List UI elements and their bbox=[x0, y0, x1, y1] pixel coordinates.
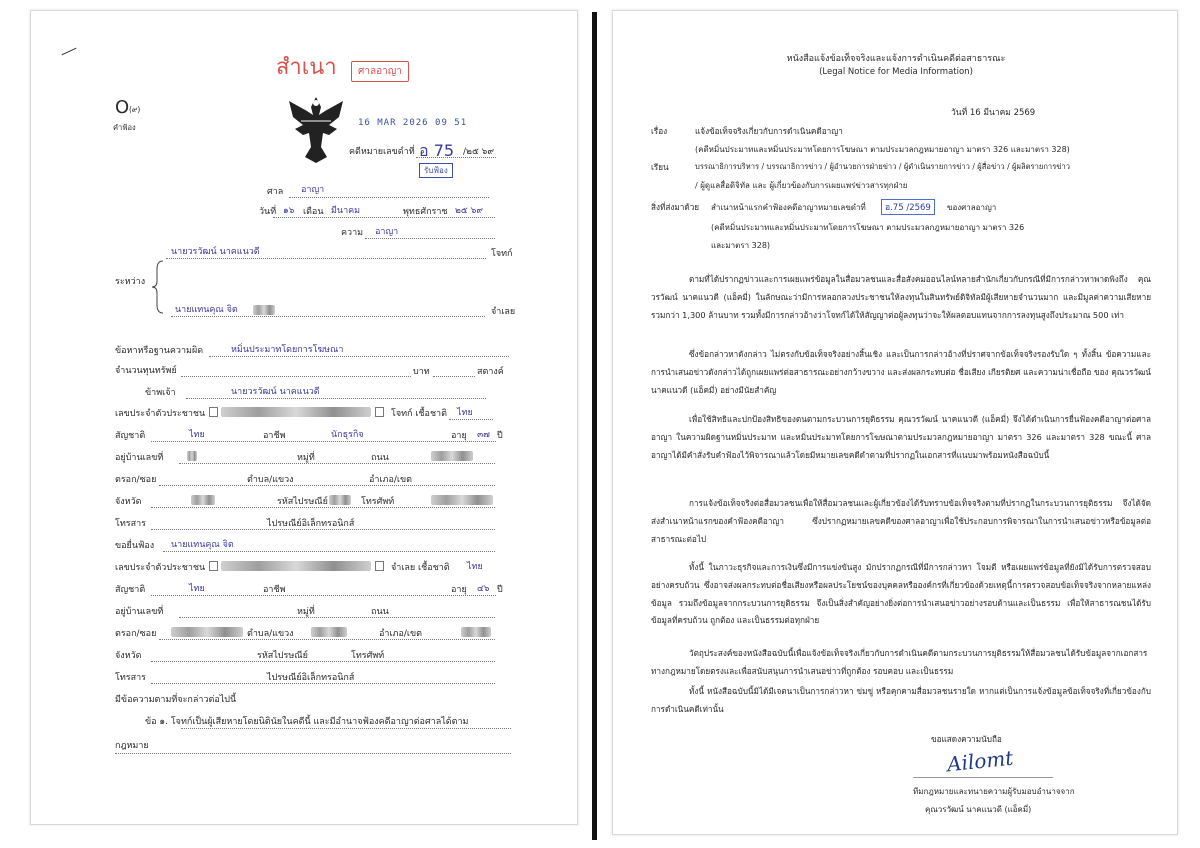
defendant-race-label: จำเลย เชื้อชาติ bbox=[391, 563, 450, 573]
garuda-emblem-icon bbox=[281, 91, 351, 169]
postal-label: รหัสไปรษณีย์ bbox=[277, 497, 328, 507]
moo-label: หมู่ที่ bbox=[297, 453, 315, 463]
year-value: ๒๕ ๖๙ bbox=[455, 206, 483, 216]
notice-title: หนังสือแจ้งข้อเท็จจริงและแจ้งการดำเนินคดีต่อสาธารณะ bbox=[786, 54, 1006, 64]
defendant-subdistrict-label: ตำบล/แขวง bbox=[247, 629, 294, 639]
phone-label: โทรศัพท์ bbox=[361, 497, 395, 507]
form-number: O bbox=[115, 97, 130, 118]
defendant-id-label: เลขประจำตัวประชาชน bbox=[115, 563, 206, 573]
to-line-2: / ผู้ดูแลสื่อดิจิทัล และ ผู้เกี่ยวข้องกับการเผยแพร่ข่าวสารทุกฝ่าย bbox=[695, 181, 908, 190]
form-label: คำฟ้อง bbox=[113, 123, 136, 132]
defendant-address-label: อยู่บ้านเลขที่ bbox=[115, 607, 164, 617]
signer-line-1: ทีมกฎหมายและทนายความผู้รับมอบอำนาจจาก bbox=[913, 787, 1075, 796]
court-complaint-page bbox=[30, 10, 578, 825]
month-value: มีนาคม bbox=[331, 206, 361, 216]
occupation-value: นักธุรกิจ bbox=[331, 430, 364, 440]
satang-label: สตางค์ bbox=[477, 367, 504, 377]
paragraph-1: ตามที่ได้ปรากฏข่าวและการเผยแพร่ข้อมูลในสื่อมวลชนและสื่อสังคมออนไลน์หลายสำนักเกี่ยวกับกรณีที่มีการกล่าวหาพาดพิงถึง คุณวรวัฒน์ นาคแนวดี (แอ็คมี่) ในลักษณะว่ามีการหลอกลวงประชาชนให้ลงทุนในสินทรัพย์ดิจิทัลมีผู้เสียหายจำนวนมาก และมีมูลค่าความเสียหายรวมกว่า 1,300 ล้านบาท รวมทั้งมีการกล่าวอ้างว่าโจทก์ได้ให้สัญญาต่อผู้ลงทุนว่าจะให้ผลตอบแทนจากการลงทุนสูงถึงประมาณ 500 เท่า bbox=[651, 274, 1151, 320]
paragraph-7: ทั้งนี้ หนังสือฉบับนี้มิได้มีเจตนาเป็นการกล่าวหา ข่มขู่ หรือคุกคามสื่อมวลชนรายใด หากแต่เป็นการแจ้งข้อมูลข้อเท็จจริงที่เกี่ยวข้องกับการดำเนินคดีเท่านั้น bbox=[651, 686, 1151, 714]
case-type-value: อาญา bbox=[375, 227, 399, 237]
i-label: ข้าพเจ้า bbox=[145, 388, 176, 398]
between-label: ระหว่าง bbox=[115, 277, 146, 287]
occupation-label: อาชีพ bbox=[263, 431, 286, 441]
defendant-name: นายแทนคุณ จิต bbox=[175, 305, 238, 315]
attachment-line-2: (คดีหมิ่นประมาทและหมิ่นประมาทโดยการโฆษณา ตามประมวลกฎหมายอาญา มาตรา 326 bbox=[711, 223, 1025, 232]
signature: Ailomt bbox=[945, 745, 1015, 777]
attachment-label: สิ่งที่ส่งมาด้วย bbox=[651, 202, 700, 212]
case-number-value: อ 75 bbox=[419, 141, 455, 160]
subject-line-2: (คดีหมิ่นประมาทและหมิ่นประมาทโดยการโฆษณา ตามประมวลกฎหมายอาญา มาตรา 326 และมาตรา 328) bbox=[695, 145, 1070, 154]
date-label: วันที่ bbox=[259, 207, 277, 217]
address-label: อยู่บ้านเลขที่ bbox=[115, 453, 164, 463]
date-day: ๑๖ bbox=[283, 206, 295, 216]
paragraph-3: เพื่อใช้สิทธิและปกป้องสิทธิของตนตามกระบวนการยุติธรรม คุณวรวัฒน์ นาคแนวดี (แอ็คมี่) จึงได้ดำเนินการยื่นฟ้องคดีอาญาต่อศาลอาญา ในความผิดฐานหมิ่นประมาท และหมิ่นประมาทโดยการโฆษณาตามประมวลกฎหมายอาญา มาตรา 326 และมาตรา 328 ขณะนี้ ศาลอาญาได้มีคำสั่งรับคำฟ้องไว้พิจารณาแล้วโดยมีหมายเลขคดีดำตามที่ปรากฏในเอกสารที่แนบมาพร้อมหนังสือฉบับนี้ bbox=[651, 414, 1151, 460]
plaintiff-race-label: โจทก์ เชื้อชาติ bbox=[391, 409, 447, 419]
claim-label: จำนวนทุนทรัพย์ bbox=[115, 366, 177, 376]
to-label: เรียน bbox=[651, 162, 669, 172]
legal-notice-page bbox=[612, 10, 1178, 835]
year-label: พุทธศักราช bbox=[403, 207, 448, 217]
copy-stamp: สำเนา bbox=[276, 55, 337, 80]
page-divider bbox=[592, 12, 597, 840]
court-stamp: ศาลอาญา bbox=[351, 61, 409, 82]
defendant-age-label: อายุ bbox=[451, 585, 467, 595]
defendant-nationality-value: ไทย bbox=[189, 584, 205, 594]
paragraph-5: ทั้งนี้ ในภาวะธุรกิจและการเงินซึ่งมีการแข่งขันสูง มักปรากฏกรณีที่มีการกล่าวหา โจมตี หรือเผยแพร่ข้อมูลที่ยังมิได้รับการตรวจสอบอย่างครบถ้วน ซึ่งอาจส่งผลกระทบต่อชื่อเสียงหรือผลประโยชน์ของบุคคลหรือองค์กรที่เกี่ยวข้องด้วยเหตุนี้การตรวจสอบข้อเท็จจริงจากหลายแหล่งข้อมูล รวมถึงข้อมูลจากกระบวนการยุติธรรม จึงเป็นสิ่งสำคัญอย่างยิ่งต่อการนำเสนอข่าวอย่างรอบด้านและเป็นธรรม เพื่อให้สาธารณชนได้รับข้อมูลที่ครบถ้วน ถูกต้อง และเป็นธรรมต่อทุกฝ่าย bbox=[651, 562, 1151, 626]
district-label: อำเภอ/เขต bbox=[369, 475, 412, 485]
clause-1-cont: กฎหมาย bbox=[115, 741, 149, 751]
defendant-race-value: ไทย bbox=[467, 562, 483, 572]
received-datetime-stamp: 16 MAR 2026 09 51 bbox=[358, 118, 468, 128]
email-label: ไปรษณีย์อิเล็กทรอนิกส์ bbox=[267, 519, 355, 529]
charge-label: ข้อหาหรือฐานความผิด bbox=[115, 346, 204, 356]
form-code: (๙) bbox=[129, 105, 141, 114]
defendant-age: ๔๖ bbox=[477, 584, 490, 594]
alley-label: ตรอก/ซอย bbox=[115, 475, 157, 485]
defendant-road-label: ถนน bbox=[371, 607, 389, 617]
defendant-district-label: อำเภอ/เขต bbox=[379, 629, 422, 639]
defendant-role: จำเลย bbox=[491, 307, 516, 317]
defendant-nationality-label: สัญชาติ bbox=[115, 585, 146, 595]
attachment-line-3: และมาตรา 328) bbox=[711, 241, 771, 250]
i-value: นายวรวัฒน์ นาคแนวดี bbox=[231, 387, 320, 397]
to-line-1: บรรณาธิการบริหาร / บรรณาธิการข่าว / ผู้อำนวยการฝ่ายข่าว / ผู้ดำเนินรายการข่าว / ผู้สื่อข่าว / ผู้ผลิตรายการข่าว bbox=[695, 162, 1070, 171]
sue-label: ขอยื่นฟ้อง bbox=[115, 541, 155, 551]
defendant-email-label: ไปรษณีย์อิเล็กทรอนิกส์ bbox=[267, 673, 355, 683]
brace-icon bbox=[151, 259, 165, 315]
subdistrict-label: ตำบล/แขวง bbox=[247, 475, 294, 485]
subject-line-1: แจ้งข้อเท็จจริงเกี่ยวกับการดำเนินคดีอาญา bbox=[695, 126, 843, 136]
attachment-court: ของศาลอาญา bbox=[947, 203, 997, 212]
road-label: ถนน bbox=[371, 453, 389, 463]
statement-label: มีข้อความตามที่จะกล่าวต่อไปนี้ bbox=[115, 695, 237, 705]
nationality-value: ไทย bbox=[189, 430, 205, 440]
case-year: /๒๕ ๖๙ bbox=[463, 147, 494, 157]
defendant-moo-label: หมู่ที่ bbox=[297, 607, 315, 617]
plaintiff-age: ๓๗ bbox=[477, 430, 490, 440]
notice-date: วันที่ 16 มีนาคม 2569 bbox=[951, 108, 1036, 118]
defendant-postal-label: รหัสไปรษณีย์ bbox=[257, 651, 308, 661]
defendant-province-label: จังหวัด bbox=[115, 651, 142, 661]
attachment-line-1: สำเนาหน้าแรกคำฟ้องคดีอาญาหมายเลขดำที่ bbox=[711, 203, 866, 212]
court-label: ศาล bbox=[267, 187, 284, 197]
closing: ขอแสดงความนับถือ bbox=[931, 734, 1002, 744]
pen-mark bbox=[62, 48, 77, 56]
defendant-alley-label: ตรอก/ซอย bbox=[115, 629, 157, 639]
defendant-age-unit: ปี bbox=[497, 585, 503, 595]
defendant-fax-label: โทรสาร bbox=[115, 673, 146, 683]
fax-label: โทรสาร bbox=[115, 519, 146, 529]
court-value: อาญา bbox=[301, 185, 325, 195]
month-label: เดือน bbox=[303, 207, 324, 217]
attachment-case-number: อ.75 /2569 bbox=[881, 199, 935, 215]
defendant-phone-label: โทรศัพท์ bbox=[351, 651, 385, 661]
case-type-label: ความ bbox=[341, 228, 364, 238]
plaintiff-race-value: ไทย bbox=[457, 408, 473, 418]
plaintiff-role: โจทก์ bbox=[491, 249, 513, 259]
province-label: จังหวัด bbox=[115, 497, 142, 507]
paragraph-2: ซึ่งข้อกล่าวหาดังกล่าว ไม่ตรงกับข้อเท็จจริงอย่างสิ้นเชิง และเป็นการกล่าวอ้างที่ปราศจากข้อเท็จจริงรองรับใด ๆ ทั้งสิ้น ข้อความและการนำเสนอข่าวดังกล่าวได้ถูกเผยแพร่ต่อสาธารณะอย่างกว้างขวาง และส่งผลกระทบต่อ ชื่อเสียง เกียรติยศ และความน่าเชื่อถือ ของ คุณวรวัฒน์ นาคแนวดี (แอ็คมี่) อย่างมีนัยสำคัญ bbox=[651, 349, 1151, 395]
age-label: อายุ bbox=[451, 431, 467, 441]
charge-value: หมิ่นประมาทโดยการโฆษณา bbox=[231, 345, 344, 355]
clause-1: ข้อ ๑. โจทก์เป็นผู้เสียหายโดยนิตินัยในคดีนี้ และมีอำนาจฟ้องคดีอาญาต่อศาลได้ตาม bbox=[145, 717, 469, 727]
defendant-occupation-label: อาชีพ bbox=[263, 585, 286, 595]
case-number-label: คดีหมายเลขดำที่ bbox=[349, 147, 415, 157]
paragraph-4: การแจ้งข้อเท็จจริงต่อสื่อมวลชนเพื่อให้สื่อมวลชนและผู้เกี่ยวข้องได้รับทราบข้อเท็จจริงตามที่ปรากฏในกระบวนการยุติธรรม จึงได้จัดส่งสำเนาหน้าแรกของคำฟ้องคดีอาญา ซึ่งปรากฏหมายเลขคดีของศาลอาญาเพื่อใช้ประกอบการพิจารณาในการนำเสนอข่าวหรือข้อมูลต่อสาธารณะต่อไป bbox=[651, 498, 1151, 544]
subject-label: เรื่อง bbox=[651, 126, 668, 136]
sue-value: นายแทนคุณ จิต bbox=[171, 540, 234, 550]
notice-subtitle: (Legal Notice for Media Information) bbox=[819, 67, 973, 77]
age-unit: ปี bbox=[497, 431, 503, 441]
signer-line-2: คุณวรวัฒน์ นาคแนวดี (แอ็คมี่) bbox=[925, 805, 1032, 814]
nationality-label: สัญชาติ bbox=[115, 431, 146, 441]
plaintiff-id-label: เลขประจำตัวประชาชน bbox=[115, 409, 206, 419]
paragraph-6: วัตถุประสงค์ของหนังสือฉบับนี้เพื่อแจ้งข้อเท็จจริงเกี่ยวกับการดำเนินคดีตามกระบวนการยุติธรรมให้สื่อมวลชนได้รับข้อมูลจากเอกสารทางกฎหมายโดยตรงและเพื่อสนับสนุนการนำเสนอข่าวที่ถูกต้อง รอบคอบ และเป็นธรรม bbox=[651, 648, 1148, 676]
plaintiff-name: นายวรวัฒน์ นาคแนวดี bbox=[171, 247, 260, 257]
received-stamp: รับฟ้อง bbox=[419, 163, 453, 178]
baht-label: บาท bbox=[413, 367, 430, 377]
